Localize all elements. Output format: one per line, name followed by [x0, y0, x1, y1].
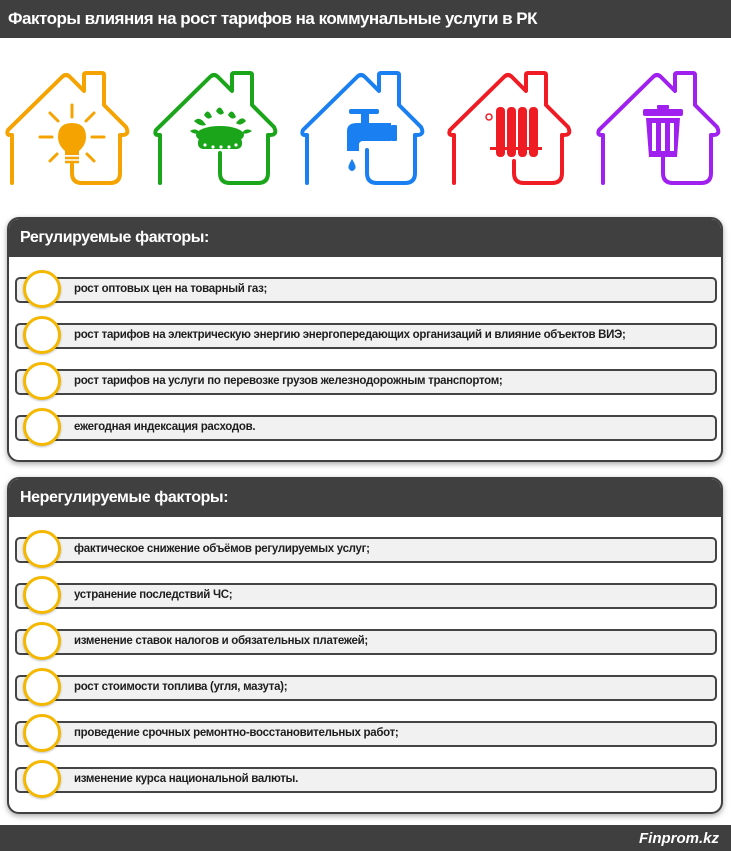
- list-item: [15, 537, 717, 563]
- list-item-text: фактическое снижение объёмов регулируемых услуг;: [74, 543, 370, 555]
- unregulated-panel-header: [9, 479, 721, 517]
- footer-bar: [0, 825, 731, 851]
- bullet-circle: [23, 530, 61, 568]
- list-item-text: изменение ставок налогов и обязательных платежей;: [74, 635, 368, 647]
- bullet-circle: [23, 316, 61, 354]
- bullet-circle: [23, 714, 61, 752]
- title-bar: [0, 0, 731, 38]
- bullet-circle: [23, 668, 61, 706]
- unregulated-factors-panel: [7, 477, 723, 814]
- bullet-circle: [23, 576, 61, 614]
- unregulated-panel-title: Нерегулируемые факторы:: [20, 489, 229, 506]
- list-item-text: устранение последствий ЧС;: [74, 589, 233, 601]
- list-item-text: рост стоимости топлива (угля, мазута);: [74, 681, 288, 693]
- list-item: [15, 629, 717, 655]
- bullet-circle: [23, 622, 61, 660]
- list-item: [15, 583, 717, 609]
- list-item: [15, 369, 717, 395]
- list-item: [15, 767, 717, 793]
- list-item: [15, 721, 717, 747]
- list-item-text: изменение курса национальной валюты.: [74, 773, 298, 785]
- list-item-text: рост тарифов на электрическую энергию энергопередающих организаций и влияние объектов ВИЭ;: [74, 329, 626, 341]
- bullet-circle: [23, 760, 61, 798]
- gas-house-icon: [150, 65, 280, 190]
- regulated-factors-panel: [7, 217, 723, 462]
- water-house-icon: [297, 65, 427, 190]
- waste-house-icon: [593, 65, 723, 190]
- bullet-circle: [23, 270, 61, 308]
- list-item-text: рост оптовых цен на товарный газ;: [74, 283, 268, 295]
- heating-house-icon: [444, 65, 574, 190]
- page-title: Факторы влияния на рост тарифов на коммунальные услуги в РК: [8, 9, 538, 28]
- list-item: [15, 675, 717, 701]
- electricity-house-icon: [2, 65, 132, 190]
- bullet-circle: [23, 408, 61, 446]
- regulated-panel-header: [9, 219, 721, 257]
- list-item-text: рост тарифов на услуги по перевозке грузов железнодорожным транспортом;: [74, 375, 503, 387]
- list-item-text: ежегодная индексация расходов.: [74, 421, 256, 433]
- utility-icons-row: [0, 50, 731, 200]
- brand-logo-text: Finprom.kz: [638, 830, 719, 847]
- list-item-text: проведение срочных ремонтно-восстановительных работ;: [74, 727, 399, 739]
- regulated-panel-title: Регулируемые факторы:: [20, 229, 209, 246]
- bullet-circle: [23, 362, 61, 400]
- list-item: [15, 277, 717, 303]
- list-item: [15, 415, 717, 441]
- list-item: [15, 323, 717, 349]
